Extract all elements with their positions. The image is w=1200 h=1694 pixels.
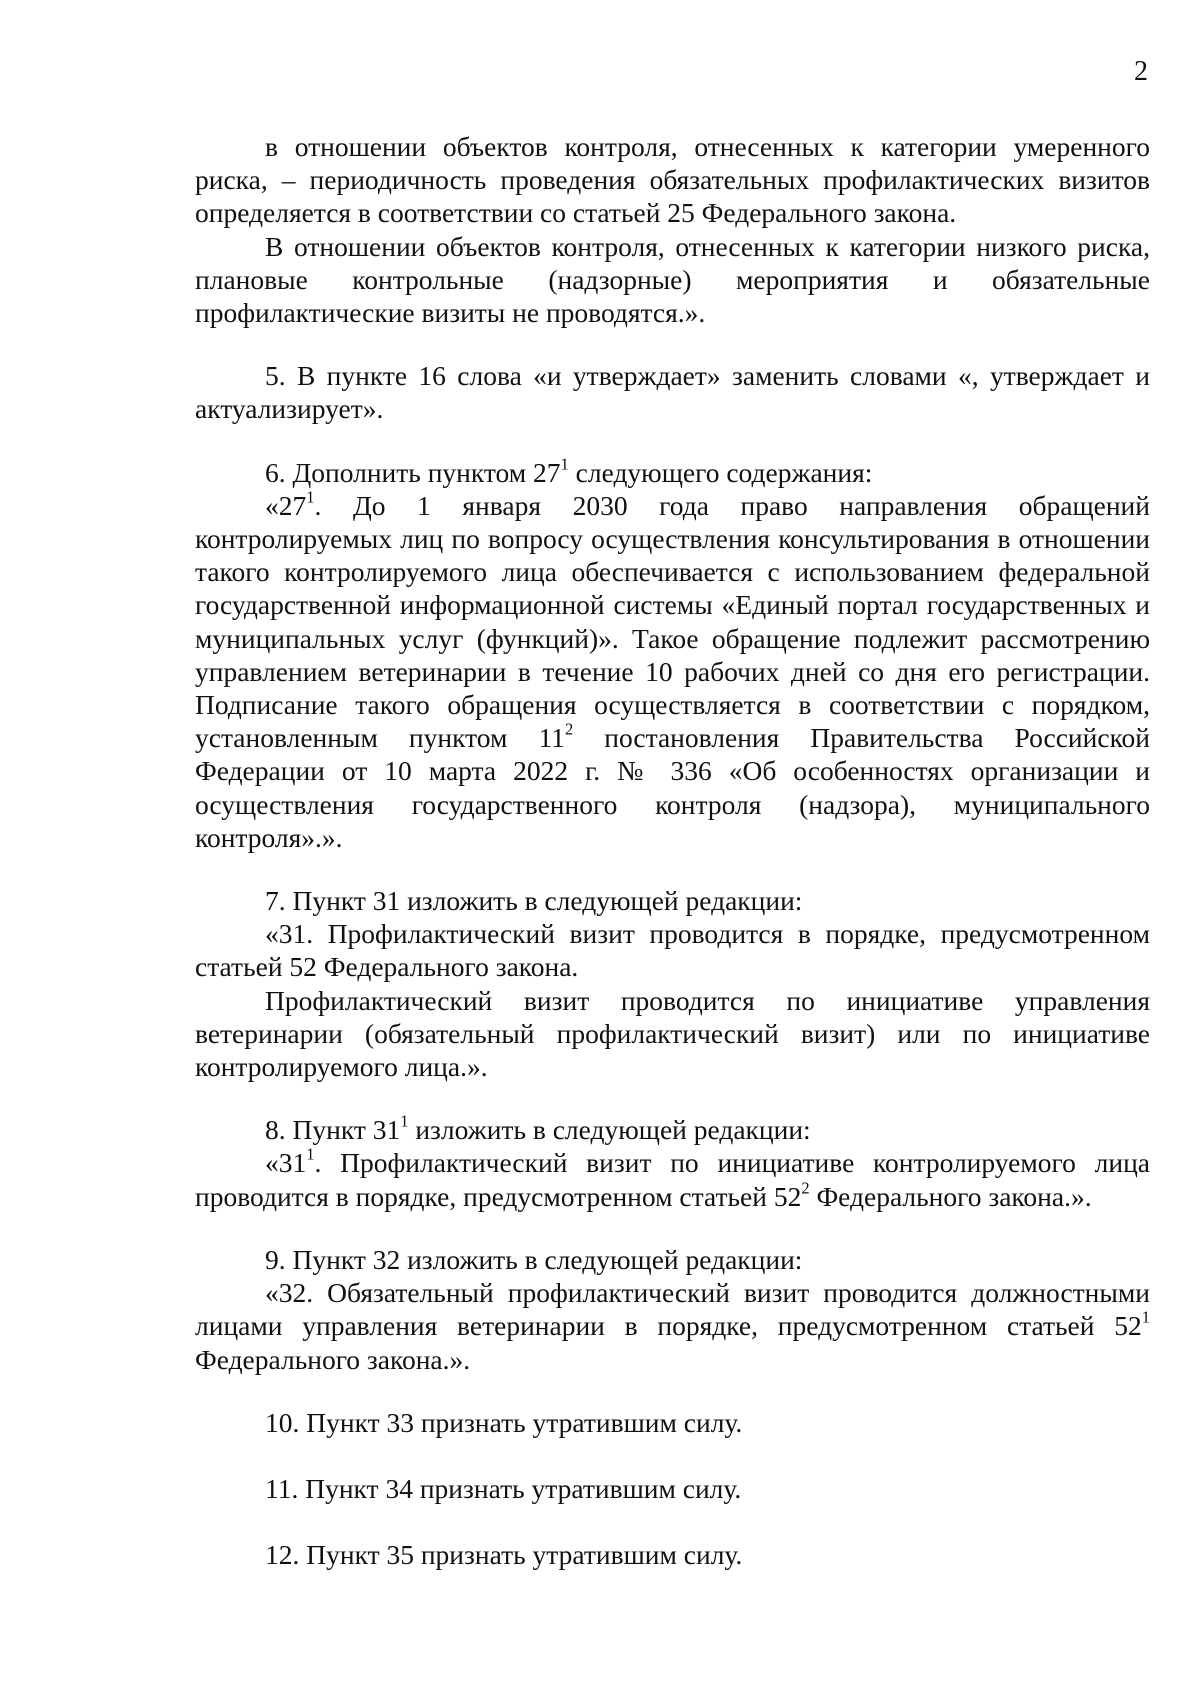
item-12: 12. Пункт 35 признать утратившим силу. [265, 1539, 743, 1571]
item-10: 10. Пункт 33 признать утратившим силу. [265, 1406, 743, 1438]
item-9-quote: «32. Обязательный профилактический визит проводится должностными лицами управления ветеринарии в порядке, предусмотренном статьей $52^1$ Федерального закона.». [195, 1277, 1150, 1375]
item-6: 6. Дополнить пунктом $27^1$ следующего содержания: [265, 454, 873, 488]
item-9: 9. Пункт 32 изложить в следующей редакции: [265, 1243, 803, 1275]
paragraph-low-risk: В отношении объектов контроля, отнесенных к категории низкого риска, плановые контрольные (надзорные) мероприятия и обязательные профилактические визиты не проводятся.». [195, 230, 1150, 329]
document-body [195, 130, 1150, 1571]
paragraph-moderate-risk: в отношении объектов контроля, отнесенных к категории умеренного риска, – периодичность проведения обязательных профилактических визитов определяется в соответствии со статьей 25 Федерального закона. [195, 131, 1150, 229]
item-7-quote-2: Профилактический визит проводится по инициативе управления ветеринарии (обязательный профилактический визит) или по инициативе контролируемого лица.». [195, 984, 1150, 1083]
item-8-quote: «$31^1$. Профилактический визит по инициативе контролируемого лица проводится в порядке, предусмотренном статьей $52^2$ Федерального закона.». [195, 1145, 1150, 1212]
item-7: 7. Пункт 31 изложить в следующей редакции: [265, 885, 803, 917]
item-6-quote: «$27^1$. До 1 января 2030 года право направления обращений контролируемых лиц по вопросу осуществления консультирования в отношении такого контролируемого лица обеспечивается с использованием федеральной государственной информационной системы «Единый портал государственных и муниципальных услуг (функций)». Такое обращение подлежит рассмотрению управлением ветеринарии в течение 10 рабочих дней со дня его регистрации. Подписание такого обращения осуществляется в соответствии с порядком, установленным пунктом $11^2$ постановления Правительства Российской Федерации от 10 марта 2022 г. № 336 «Об особенностях организации и осуществления государственного контроля (надзора), муниципального контроля».». [195, 487, 1150, 853]
item-11: 11. Пункт 34 признать утратившим силу. [265, 1472, 742, 1504]
item-8: 8. Пункт $31^1$ изложить в следующей редакции: [265, 1111, 811, 1146]
page-number: 2 [1134, 56, 1148, 87]
item-7-quote-1: «31. Профилактический визит проводится в порядке, предусмотренном статьей 52 Федерального закона. [195, 918, 1150, 983]
item-5: 5. В пункте 16 слова «и утверждает» заменить словами «, утверждает и актуализирует». [195, 360, 1150, 425]
